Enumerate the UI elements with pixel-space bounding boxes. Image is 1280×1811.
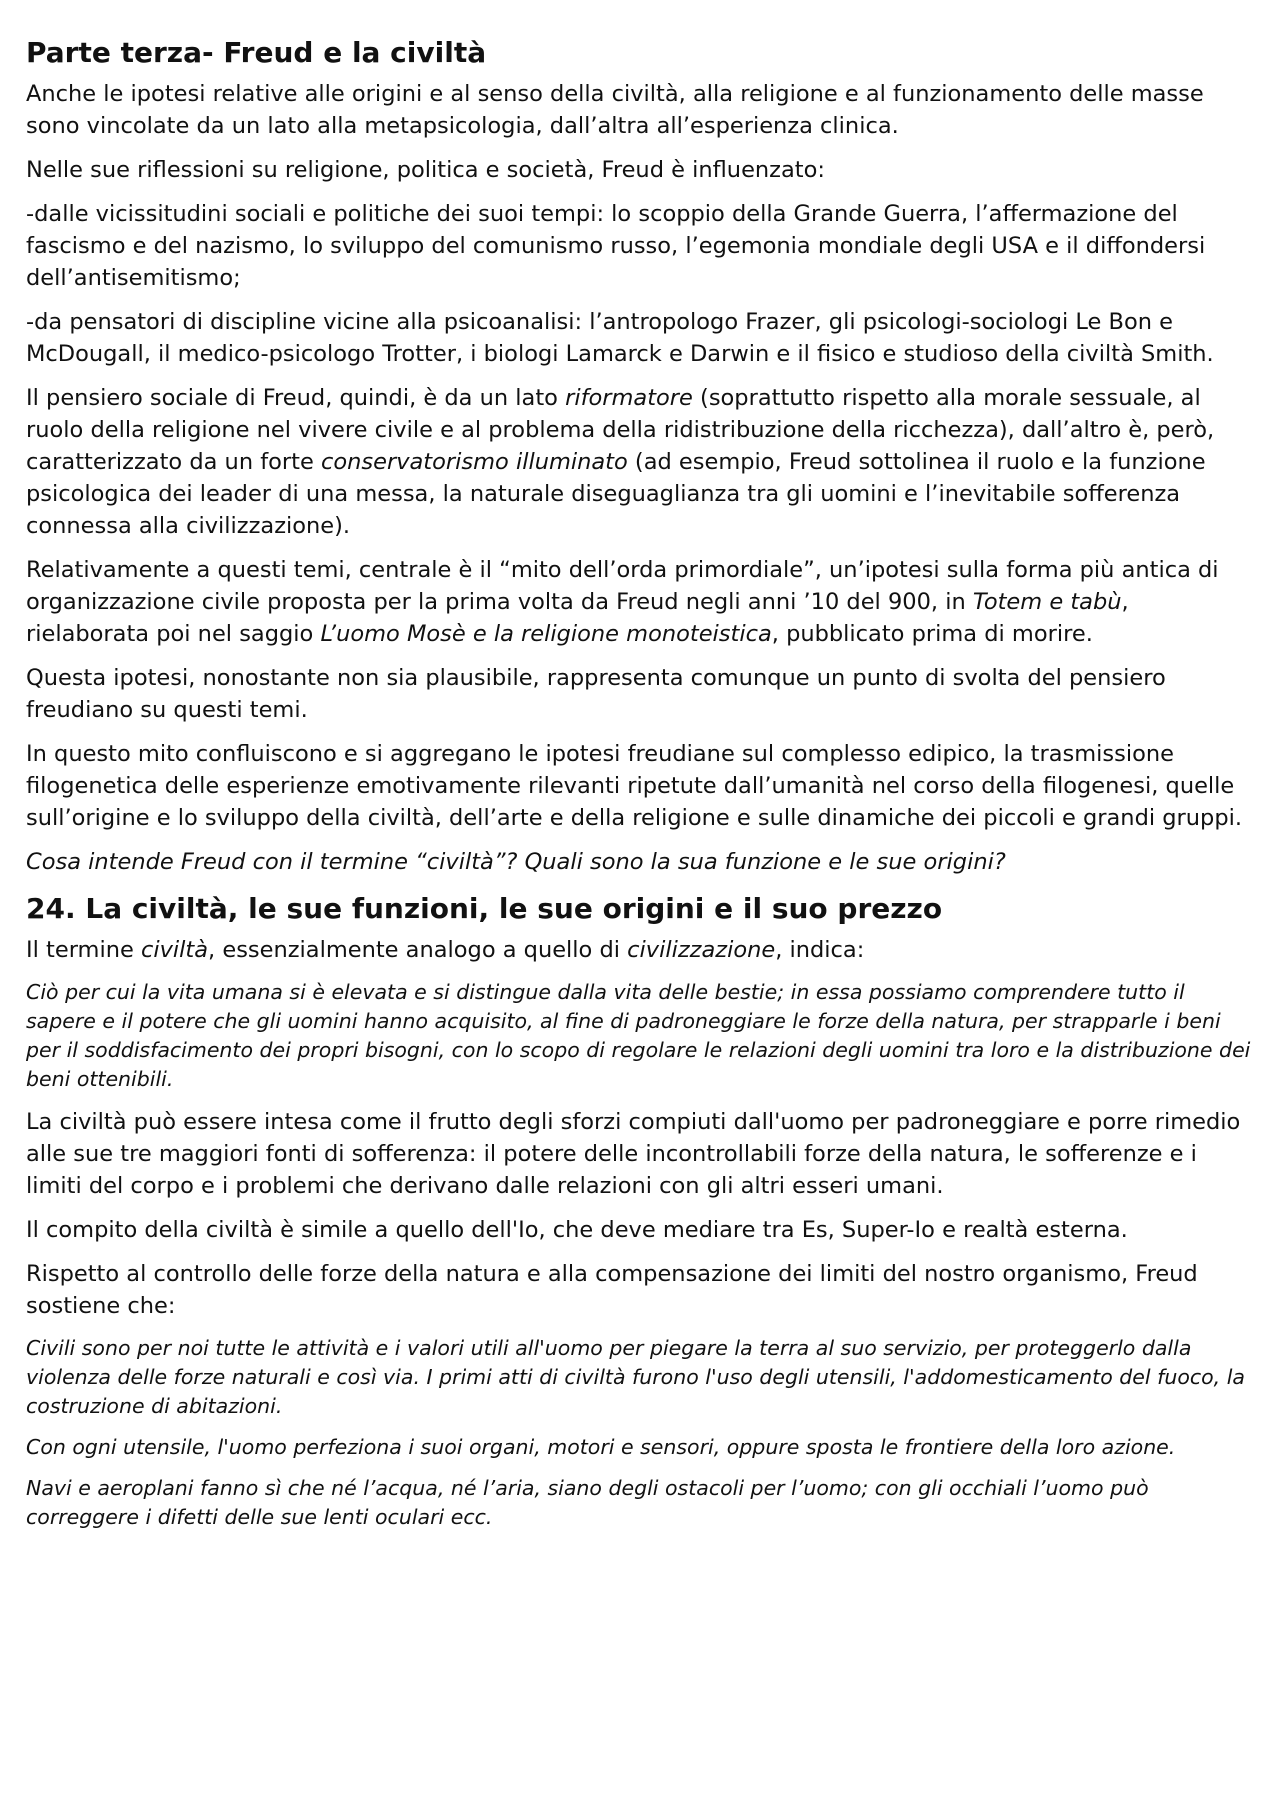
paragraph-myth: In questo mito confluiscono e si aggregano le ipotesi freudiane sul complesso edipico, la trasmissione filogenetica delle esperienze emotivamente rilevanti ripetute dall’umanità nel corso della filogenesi, quelle sull’origine e lo sviluppo della civiltà, dell’arte e della religione e sulle dinamiche dei piccoli e grandi gruppi. bbox=[26, 741, 1243, 831]
title-totem-e-tabu: Totem e tabù bbox=[972, 589, 1122, 615]
guiding-question: Cosa intende Freud con il termine “civiltà”? Quali sono la sua funzione e le sue origini? bbox=[26, 849, 1006, 875]
quote-tools: Con ogni utensile, l'uomo perfeziona i suoi organi, motori e sensori, oppure sposta le frontiere della loro azione. bbox=[26, 1435, 1176, 1459]
paragraph-influences: Nelle sue riflessioni su religione, politica e società, Freud è influenzato: bbox=[26, 157, 825, 183]
quote-ships-planes: Navi e aeroplani fanno sì che né l’acqua, né l’aria, siano degli ostacoli per l’uomo; con gli occhiali l’uomo può correggere i difetti delle sue lenti oculari ecc. bbox=[26, 1476, 1149, 1529]
paragraph-social-context: -dalle vicissitudini sociali e politiche dei suoi tempi: lo scoppio della Grande Guerra, l’affermazione del fascismo e del nazismo, lo sviluppo del comunismo russo, l’egemonia mondiale degli USA e il diffondersi dell’antisemitismo; bbox=[26, 201, 1206, 291]
paragraph-intro: Anche le ipotesi relative alle origini e al senso della civiltà, alla religione e al funzionamento delle masse sono vincolate da un lato alla metapsicologia, dall’altra all’esperienza clinica. bbox=[26, 81, 1204, 139]
document-page bbox=[26, 28, 1258, 1544]
title-uomo-mose: L’uomo Mosè e la religione monoteistica bbox=[320, 621, 772, 647]
section-title: Parte terza- Freud e la civiltà bbox=[26, 36, 487, 69]
chapter-title: 24. La civiltà, le sue funzioni, le sue origini e il suo prezzo bbox=[26, 892, 943, 925]
quote-definition: Ciò per cui la vita umana si è elevata e si distingue dalla vita delle bestie; in essa possiamo comprendere tutto il sapere e il potere che gli uomini hanno acquisito, al fine di padroneggiare le forze della natura, per strapparle i beni per il soddisfacimento dei propri bisogni, con lo scopo di regolare le relazioni degli uomini tra loro e la distribuzione dei beni ottenibili. bbox=[26, 980, 1251, 1091]
quote-civil-activities: Civili sono per noi tutte le attività e i valori utili all'uomo per piegare la terra al suo servizio, per proteggerlo dalla violenza delle forze naturali e così via. I primi atti di civiltà furono l'uso degli utensili, l'addomesticamento del fuoco, la costruzione di abitazioni. bbox=[26, 1336, 1245, 1418]
paragraph-primal-horde: Relativamente a questi temi, centrale è il “mito dell’orda primordiale”, un’ipotesi sulla forma più antica di organizzazione civile proposta per la prima volta da Freud negli anni ’10 del 900, in Totem e tabù, rielaborata poi nel saggio L’uomo Mosè e la religione monoteistica, pubblicato prima di morire. bbox=[26, 557, 1219, 647]
term-civilizzazione: civilizzazione bbox=[627, 937, 776, 963]
term-civilta: civiltà bbox=[140, 937, 209, 963]
paragraph-thinkers: -da pensatori di discipline vicine alla psicoanalisi: l’antropologo Frazer, gli psicologi-sociologi Le Bon e McDougall, il medico-psicologo Trotter, i biologi Lamarck e Darwin e il fisico e studioso della civiltà Smith. bbox=[26, 309, 1214, 367]
paragraph-term-definition: Il termine civiltà, essenzialmente analogo a quello di civilizzazione, indica: bbox=[26, 937, 865, 963]
paragraph-hypothesis: Questa ipotesi, nonostante non sia plausibile, rappresenta comunque un punto di svolta del pensiero freudiano su questi temi. bbox=[26, 665, 1166, 723]
paragraph-suffering-sources: La civiltà può essere intesa come il frutto degli sforzi compiuti dall'uomo per padroneggiare e porre rimedio alle sue tre maggiori fonti di sofferenza: il potere delle incontrollabili forze della natura, le sofferenze e i limiti del corpo e i problemi che derivano dalle relazioni con gli altri esseri umani. bbox=[26, 1109, 1241, 1199]
paragraph-social-thought: Il pensiero sociale di Freud, quindi, è da un lato riformatore (soprattutto rispetto alla morale sessuale, al ruolo della religione nel vivere civile e al problema della ridistribuzione della ricchezza), dall’altro è, però, caratterizzato da un forte conservatorismo illuminato (ad esempio, Freud sottolinea il ruolo e la funzione psicologica dei leader di una messa, la naturale diseguaglianza tra gli uomini e l’inevitabile sofferenza connessa alla civilizzazione). bbox=[26, 385, 1215, 539]
term-conservatorismo: conservatorismo illuminato bbox=[320, 449, 628, 475]
paragraph-ego-analogy: Il compito della civiltà è simile a quello dell'Io, che deve mediare tra Es, Super-Io e realtà esterna. bbox=[26, 1217, 1128, 1243]
paragraph-nature-control: Rispetto al controllo delle forze della natura e alla compensazione dei limiti del nostro organismo, Freud sostiene che: bbox=[26, 1261, 1198, 1319]
term-riformatore: riformatore bbox=[565, 385, 693, 411]
